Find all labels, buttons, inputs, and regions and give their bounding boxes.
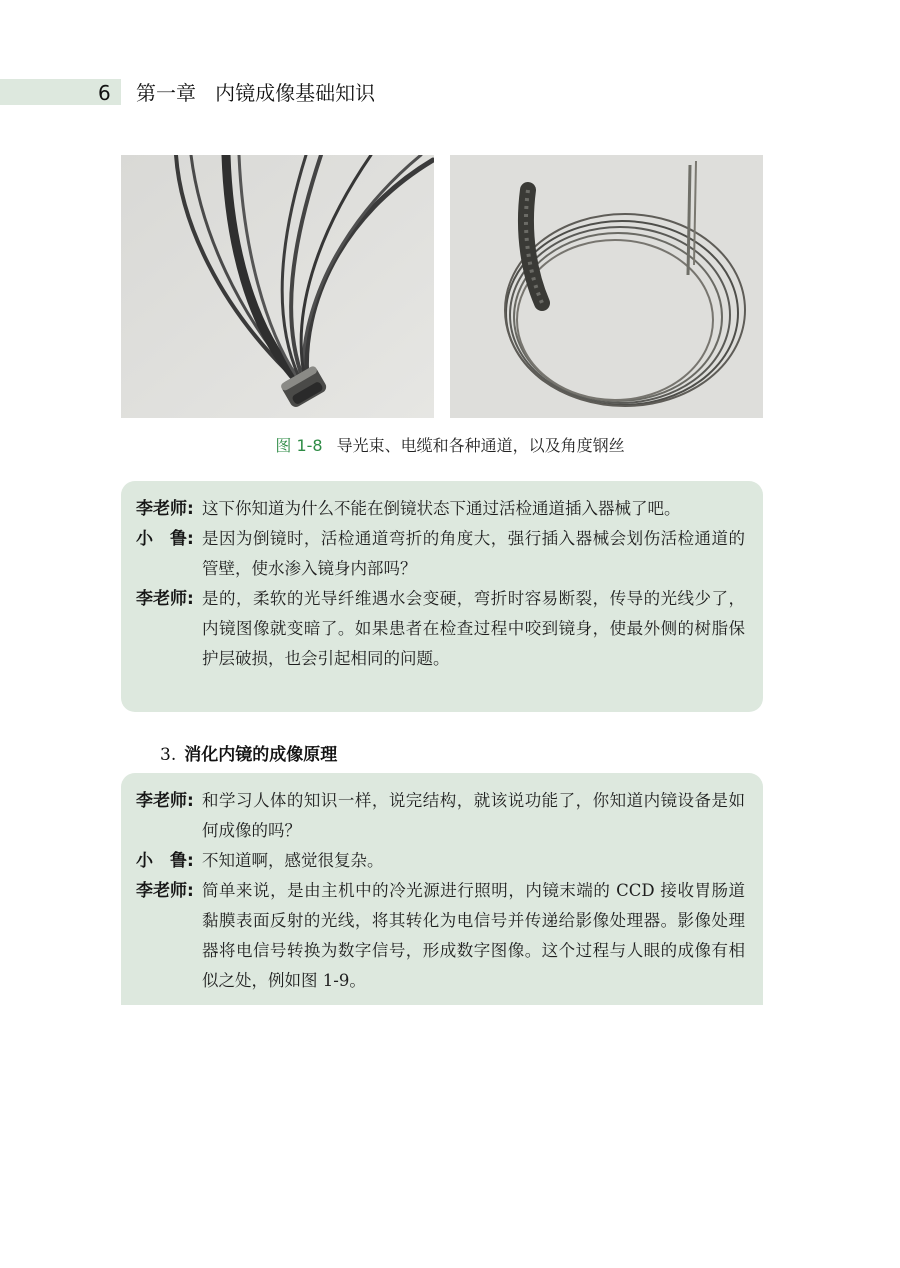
figure-photo-coiled-wires bbox=[450, 155, 763, 418]
figure-caption bbox=[0, 434, 900, 458]
speech-text: 不知道啊，感觉很复杂。 bbox=[202, 851, 384, 870]
figure-caption-text: 导光束、电缆和各种通道，以及角度钢丝 bbox=[336, 436, 625, 455]
dialog-box-2 bbox=[121, 773, 763, 1005]
speech-text: 这下你知道为什么不能在倒镜状态下通过活检通道插入器械了吧。 bbox=[202, 499, 681, 518]
dialog-line bbox=[136, 524, 745, 584]
figure-label: 图 1-8 bbox=[275, 436, 323, 455]
dialog-line bbox=[136, 494, 745, 524]
speaker-label: 小 鲁: bbox=[136, 851, 194, 871]
dialog-box-1 bbox=[121, 481, 763, 712]
dialog-line bbox=[136, 786, 745, 846]
section-number: 3. bbox=[160, 745, 177, 765]
section-heading bbox=[160, 741, 337, 769]
speech-text: 是因为倒镜时，活检通道弯折的角度大，强行插入器械会划伤活检通道的管壁，使水渗入镜身内部吗？ bbox=[202, 529, 745, 578]
speaker-label: 李老师: bbox=[136, 791, 194, 811]
speaker-label: 李老师: bbox=[136, 499, 194, 519]
speaker-label: 小 鲁: bbox=[136, 529, 194, 549]
photo-cable-bundle-icon bbox=[121, 155, 434, 418]
speaker-label: 李老师: bbox=[136, 881, 194, 901]
photo-coiled-wires-icon bbox=[450, 155, 763, 418]
figure-photo-cable-bundle bbox=[121, 155, 434, 418]
dialog-line bbox=[136, 876, 745, 996]
speech-text: 简单来说，是由主机中的冷光源进行照明，内镜末端的 CCD 接收胃肠道黏膜表面反射的光线，将其转化为电信号并传递给影像处理器。影像处理器将电信号转换为数字信号，形成数字图像。这个过程与人眼的成像有相似之处，例如图 1-9。 bbox=[202, 881, 745, 990]
page-number: 6 bbox=[98, 81, 111, 105]
dialog-line bbox=[136, 584, 745, 674]
section-title: 消化内镜的成像原理 bbox=[184, 745, 338, 765]
chapter-title: 第一章 内镜成像基础知识 bbox=[136, 81, 376, 105]
speech-text: 是的，柔软的光导纤维遇水会变硬，弯折时容易断裂，传导的光线少了，内镜图像就变暗了。如果患者在检查过程中咬到镜身，使最外侧的树脂保护层破损，也会引起相同的问题。 bbox=[202, 589, 745, 668]
speech-text: 和学习人体的知识一样，说完结构，就该说功能了，你知道内镜设备是如何成像的吗？ bbox=[202, 791, 745, 840]
speaker-label: 李老师: bbox=[136, 589, 194, 609]
dialog-line bbox=[136, 846, 745, 876]
